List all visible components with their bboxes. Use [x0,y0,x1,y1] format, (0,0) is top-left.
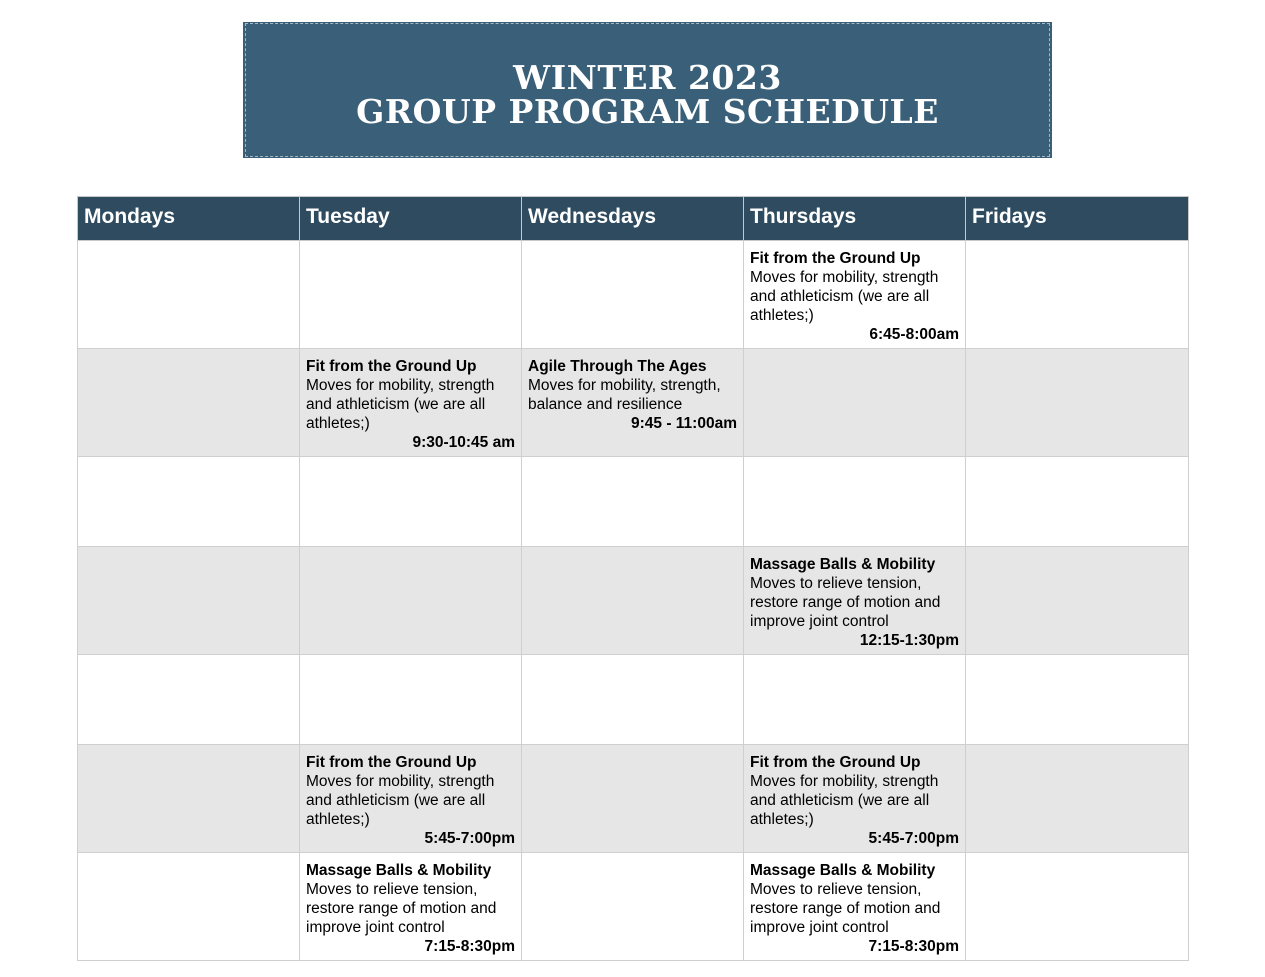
class-description: Moves for mobility, strength and athleticism (we are all athletes;) [750,269,939,324]
header-tuesday: Tuesday [300,197,522,241]
schedule-cell-thursday [744,457,966,547]
schedule-cell-tuesday [300,655,522,745]
schedule-cell-thursday [744,745,966,853]
class-title: Fit from the Ground Up [750,250,921,267]
table-row [78,655,1189,745]
schedule-cell-thursday [744,547,966,655]
schedule-cell-tuesday [300,349,522,457]
schedule-cell-friday [966,745,1189,853]
schedule-cell-tuesday [300,457,522,547]
schedule-cell-friday [966,241,1189,349]
class-description: Moves for mobility, strength and athleticism (we are all athletes;) [306,773,495,828]
class-title: Fit from the Ground Up [306,358,477,375]
schedule-cell-thursday [744,241,966,349]
header-friday: Fridays [966,197,1189,241]
schedule-cell-monday [78,547,300,655]
schedule-table [77,196,1189,961]
class-title: Agile Through The Ages [528,358,707,375]
banner-title-schedule: GROUP PROGRAM SCHEDULE [356,92,939,131]
class-time: 9:30-10:45 am [412,434,515,451]
banner-title-season: WINTER 2023 [513,58,782,97]
schedule-cell-tuesday [300,745,522,853]
table-row [78,457,1189,547]
schedule-cell-monday [78,853,300,961]
schedule-cell-monday [78,655,300,745]
schedule-cell-monday [78,745,300,853]
schedule-cell-wednesday [522,547,744,655]
schedule-cell-thursday [744,349,966,457]
class-time: 12:15-1:30pm [859,632,959,649]
schedule-cell-wednesday [522,655,744,745]
schedule-cell-wednesday [522,241,744,349]
schedule-cell-thursday [744,853,966,961]
class-description: Moves for mobility, strength and athleticism (we are all athletes;) [750,773,939,828]
schedule-cell-friday [966,349,1189,457]
schedule-cell-wednesday [522,853,744,961]
class-description: Moves to relieve tension, restore range of motion and improve joint control [306,881,497,936]
class-description: Moves to relieve tension, restore range of motion and improve joint control [750,881,941,936]
schedule-cell-tuesday [300,547,522,655]
header-wednesday: Wednesdays [522,197,744,241]
schedule-cell-friday [966,547,1189,655]
schedule-cell-thursday [744,655,966,745]
header-monday: Mondays [78,197,300,241]
schedule-banner [241,20,1054,160]
class-time: 9:45 - 11:00am [631,415,737,432]
class-title: Massage Balls & Mobility [306,862,492,879]
table-row [78,853,1189,961]
class-title: Massage Balls & Mobility [750,556,936,573]
class-description: Moves for mobility, strength and athleticism (we are all athletes;) [306,377,495,432]
schedule-cell-monday [78,457,300,547]
table-row [78,349,1189,457]
class-description: Moves to relieve tension, restore range of motion and improve joint control [750,575,941,630]
class-time: 7:15-8:30pm [868,938,959,955]
schedule-cell-monday [78,349,300,457]
table-row [78,745,1189,853]
schedule-cell-friday [966,853,1189,961]
class-title: Massage Balls & Mobility [750,862,936,879]
class-time: 5:45-7:00pm [424,830,515,847]
schedule-cell-friday [966,457,1189,547]
class-title: Fit from the Ground Up [306,754,477,771]
schedule-cell-monday [78,241,300,349]
table-row [78,241,1189,349]
schedule-cell-tuesday [300,853,522,961]
class-time: 6:45-8:00am [869,326,959,343]
schedule-cell-friday [966,655,1189,745]
schedule-cell-wednesday [522,457,744,547]
class-time: 7:15-8:30pm [424,938,515,955]
table-row [78,547,1189,655]
schedule-cell-wednesday [522,745,744,853]
schedule-cell-tuesday [300,241,522,349]
header-thursday: Thursdays [744,197,966,241]
class-title: Fit from the Ground Up [750,754,921,771]
class-time: 5:45-7:00pm [868,830,959,847]
class-description: Moves for mobility, strength, balance and resilience [528,377,721,413]
table-header-row [78,197,1189,241]
schedule-cell-wednesday [522,349,744,457]
